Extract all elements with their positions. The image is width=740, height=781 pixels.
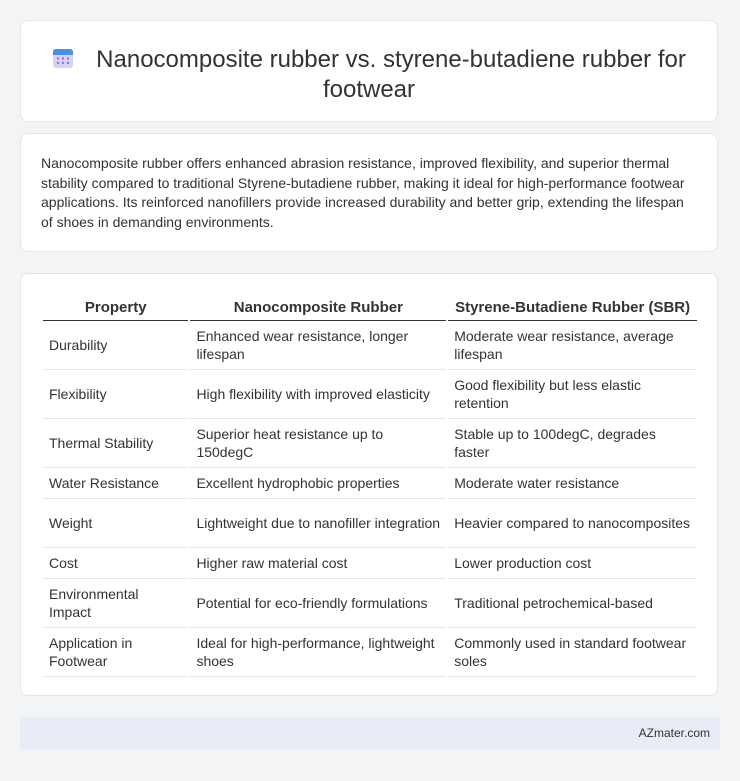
table-row bbox=[43, 579, 697, 628]
table-row bbox=[43, 370, 697, 419]
footer-bar bbox=[20, 717, 720, 750]
sbr-cell: Stable up to 100degC, degrades faster bbox=[448, 419, 697, 468]
footer-brand: AZmater.com bbox=[638, 726, 710, 740]
sbr-cell: Heavier compared to nanocomposites bbox=[448, 499, 697, 548]
comparison-table-card bbox=[20, 273, 718, 696]
nanocomposite-cell: Lightweight due to nanofiller integration bbox=[190, 499, 446, 548]
header-sbr: Styrene-Butadiene Rubber (SBR) bbox=[448, 294, 697, 321]
summary-paragraph: Nanocomposite rubber offers enhanced abrasion resistance, improved flexibility, and superior thermal stability compared to traditional Styrene-butadiene rubber, making it ideal for high-performance footwear applications. Its reinforced nanofillers provide increased durability and better grip, extending the lifespan of shoes in demanding environments. bbox=[41, 155, 685, 230]
title-card bbox=[20, 20, 718, 122]
table-row bbox=[43, 321, 697, 370]
table-row bbox=[43, 468, 697, 499]
property-cell: Durability bbox=[43, 321, 188, 370]
table-row bbox=[43, 628, 697, 677]
header-property: Property bbox=[43, 294, 188, 321]
summary-card bbox=[20, 133, 718, 252]
nanocomposite-cell: Enhanced wear resistance, longer lifespan bbox=[190, 321, 446, 370]
property-cell: Cost bbox=[43, 548, 188, 579]
nanocomposite-cell: Superior heat resistance up to 150degC bbox=[190, 419, 446, 468]
table-row bbox=[43, 548, 697, 579]
comparison-table bbox=[41, 294, 699, 677]
property-cell: Environmental Impact bbox=[43, 579, 188, 628]
property-cell: Thermal Stability bbox=[43, 419, 188, 468]
page-title: Nanocomposite rubber vs. styrene-butadiene rubber for footwear bbox=[96, 46, 686, 103]
nanocomposite-cell: High flexibility with improved elasticity bbox=[190, 370, 446, 419]
nanocomposite-cell: Ideal for high-performance, lightweight shoes bbox=[190, 628, 446, 677]
sbr-cell: Good flexibility but less elastic retention bbox=[448, 370, 697, 419]
sbr-cell: Commonly used in standard footwear soles bbox=[448, 628, 697, 677]
property-cell: Water Resistance bbox=[43, 468, 188, 499]
nanocomposite-cell: Potential for eco-friendly formulations bbox=[190, 579, 446, 628]
property-cell: Flexibility bbox=[43, 370, 188, 419]
property-cell: Weight bbox=[43, 499, 188, 548]
table-row bbox=[43, 499, 697, 548]
header-nanocomposite: Nanocomposite Rubber bbox=[190, 294, 446, 321]
table-row bbox=[43, 419, 697, 468]
title-wrap bbox=[21, 45, 717, 105]
sbr-cell: Moderate water resistance bbox=[448, 468, 697, 499]
sbr-cell: Traditional petrochemical-based bbox=[448, 579, 697, 628]
sbr-cell: Moderate wear resistance, average lifespan bbox=[448, 321, 697, 370]
nanocomposite-cell: Higher raw material cost bbox=[190, 548, 446, 579]
nanocomposite-cell: Excellent hydrophobic properties bbox=[190, 468, 446, 499]
calendar-icon bbox=[52, 47, 74, 69]
property-cell: Application in Footwear bbox=[43, 628, 188, 677]
table-header-row bbox=[43, 294, 697, 321]
sbr-cell: Lower production cost bbox=[448, 548, 697, 579]
